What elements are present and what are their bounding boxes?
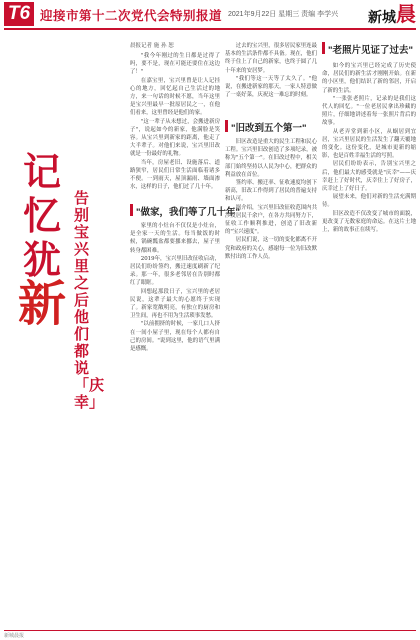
paragraph: 居民们纷纷表示，告别宝兴里之后，他们最大的感受就是"庆幸"——庆幸赶上了好时代，庆幸住上了好房子，庆幸过上了好日子。: [322, 161, 416, 193]
footer-rule: [4, 630, 416, 631]
paragraph: "我今年刚过的生日都是过得了吗，要不是，现在可能还要住在这边了！": [130, 53, 220, 76]
section-marker: [322, 42, 325, 54]
paragraph: 回想起那段日子，宝兴里的老居民说，这辈子最大的心愿终于实现了。新家宽敞明亮，有独立的厨房和卫生间，再也不用为生活琐事发愁。: [130, 288, 220, 320]
reporter-byline: 晨报记者 施 孙 恕: [130, 43, 174, 49]
paragraph: 旧区改造不仅改变了城市的面貌，更改变了无数家庭的命运。在这片土地上，新的故事正在续写。: [322, 210, 416, 234]
paragraph: "这一辈子从未想过，会搬进新房子"，说起如今的新家，他满脸是笑容。从宝兴里到新家的距离，他走了大半辈子。对他们来说，宝兴里旧改就是一份最好的礼物。: [130, 118, 220, 158]
article-column-1: [130, 52, 220, 191]
feature-subtitle: 告别宝兴里之后他们都说「庆幸」: [74, 189, 105, 411]
paragraph: 如今的宝兴里已经完成了历史使命，居民们的新生活才刚刚开始。在新的小区里，他们结识了新的邻居，开启了新的生活。: [322, 63, 416, 94]
title-char: 新: [17, 276, 66, 332]
article-column-2: [130, 222, 220, 353]
brand-mark: 晨: [396, 4, 416, 26]
paragraph: 2019年，宝兴里旧改征收启动，居民们纷纷签约，搬迁速度刷新了纪录。那一年，很多老邻居在告别时都红了眼眶。: [130, 255, 220, 287]
paragraph: 签约率、搬迁率、征收速度均创下新高，旧改工作得到了居民的普遍支持和认可。: [225, 180, 317, 203]
footer-note: 新城晨报: [4, 633, 25, 639]
paragraph: 过去的宝兴里，很多居民家里连最基本的生活条件都不具备。现在，他们终于住上了自己的新家，也终于圆了几十年来的安居梦。: [225, 43, 317, 74]
paragraph: 居民们说，这一切的变化都离不开党和政府的关心，感谢每一位为旧改默默付出的工作人员。: [225, 237, 317, 260]
section-heading-2: "旧改到五个第一": [231, 123, 307, 134]
paragraph: 展望未来，他们对新的生活充满期待。: [322, 194, 416, 209]
issue-date: 2021年9月22日 星期三 责编 李学兴: [228, 11, 339, 18]
article-column-3: [225, 42, 317, 99]
paragraph: 旧区改造是重大的民生工程和民心工程。宝兴里旧改创造了多项纪录，被称为"五个第一"。在旧改过程中，相关部门始终坚持以人民为中心，把群众的利益放在首位。: [225, 139, 317, 178]
paragraph: "我们等这一天等了太久了。"他说，在搬进新家的那天，一家人特意做了一桌好菜，庆祝这一难忘的时刻。: [225, 75, 317, 99]
paragraph: "一张张老照片，记录的是我们这代人的回忆。"一位老居民拿出珍藏的照片，仔细地讲述着每一张照片背后的故事。: [322, 95, 416, 127]
title-char: 记: [22, 150, 61, 194]
section-title: 迎接市第十二次党代会特别报道: [40, 9, 223, 23]
paragraph: "以前拥挤的时候，一家几口人挤在一间小屋子里，现在每个人都有自己的房间。"说到这里，他的语气里满是感慨。: [130, 321, 220, 353]
brand-logo: [368, 1, 416, 27]
paragraph: 在嘉宝里，宝兴里曾是让人记挂心的地方，回忆起自己生活过的地方，来一句话的时候不愿，当年这里是宝兴里最早一批原居民之一，在他们看来，这里曾经是他们的家。: [130, 77, 220, 117]
brand-text: 新城: [368, 9, 396, 25]
paragraph: 从老弄堂到新小区，从蜗居到宜居，宝兴里居民的生活发生了翻天覆地的变化。这份变化，是城市更新的缩影，也是百姓幸福生活的写照。: [322, 128, 416, 160]
section-marker: [130, 204, 133, 216]
section-marker: [225, 120, 228, 132]
section-heading-3: "老照片见证了过去": [328, 45, 414, 56]
title-char: 忆: [22, 194, 61, 238]
page-number: T6: [4, 2, 34, 26]
paragraph: 据介绍，宝兴里旧改征收范围内共涉及居民千余户，在各方共同努力下，征收工作顺利推进，创造了旧改新的"宝兴速度"。: [225, 204, 317, 236]
section-heading-1: "做家，我们等了几十年": [136, 207, 241, 218]
paragraph: 当年，房屋老旧、设施落后、道路狭窄，居民们日常生活面临着诸多不便。一到雨天，屋顶漏雨、墙面渗水，这样的日子，他们过了几十年。: [130, 159, 220, 191]
article-column-5: [322, 62, 416, 234]
title-char: 犹: [22, 238, 61, 282]
paragraph: 家里的小灶台不仅仅是小灶台，是全家一天的生活。每当做饭的时候，锅碗瓢盆都要挪来挪去，屋子里转身都困难。: [130, 223, 220, 254]
header-rule: [4, 28, 416, 30]
page-header: [0, 0, 420, 30]
feature-title: [12, 150, 72, 332]
article-column-4: [225, 138, 317, 261]
